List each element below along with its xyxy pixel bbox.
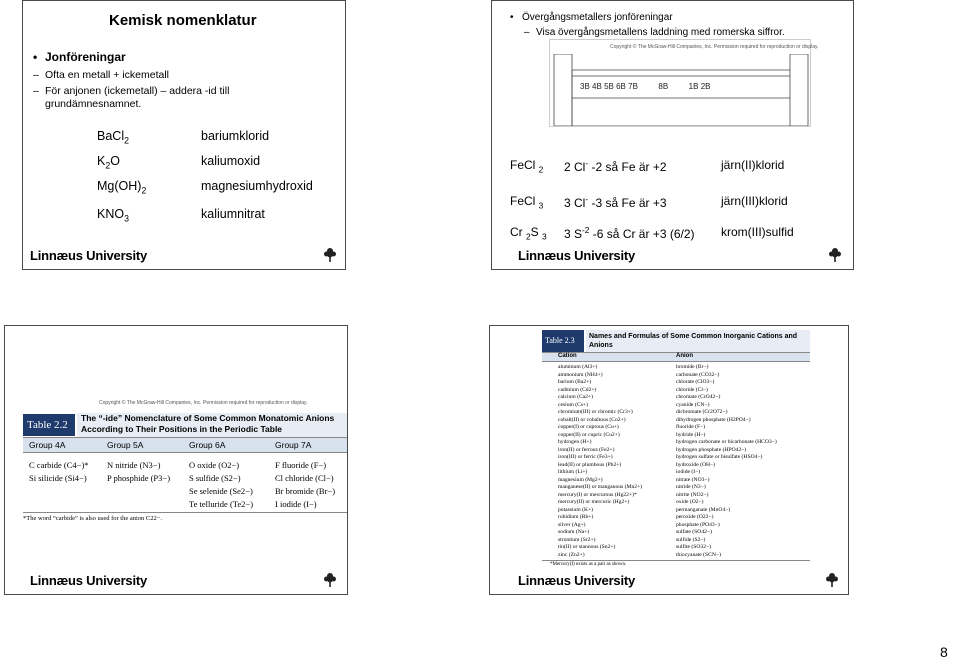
group-8b: 8B bbox=[658, 82, 669, 91]
table-bottom-rule bbox=[23, 512, 347, 513]
anion-item: oxide (O2−) bbox=[676, 499, 704, 505]
anion-item: chloride (Cl−) bbox=[676, 386, 708, 393]
header-group-6a: Group 6A bbox=[189, 440, 226, 450]
header-group-7a: Group 7A bbox=[275, 440, 312, 450]
slide-1 bbox=[22, 0, 346, 270]
tree-logo-icon bbox=[825, 572, 839, 588]
cation-item: aluminum (Al3+) bbox=[558, 364, 598, 370]
formula-fecl2: FeCl $_2$ bbox=[510, 158, 544, 175]
cation-column bbox=[558, 364, 642, 559]
col-7a-2: Br bromide (Br−) bbox=[275, 486, 336, 496]
cation-item: calcium (Ca2+) bbox=[558, 394, 593, 400]
anion-item: carbonate (CO32−) bbox=[676, 371, 720, 378]
cation-item: iron(III) or ferric (Fe3+) bbox=[558, 454, 613, 460]
table-2-3-label: Table 2.3 bbox=[542, 330, 584, 352]
anion-item: sulfide (S2−) bbox=[676, 536, 706, 543]
cation-item: cobalt(II) or cobaltous (Co2+) bbox=[558, 416, 626, 423]
cation-item: sodium (Na+) bbox=[558, 529, 590, 535]
slide-1-title: Kemisk nomenklatur bbox=[109, 12, 257, 29]
anion-item: dichromate (Cr2O72−) bbox=[676, 409, 728, 415]
anion-item: hydrogen carbonate or bicarbonate (HCO3−) bbox=[676, 439, 777, 445]
anion-item: nitrate (NO3−) bbox=[676, 476, 710, 483]
slide-4 bbox=[489, 325, 849, 595]
cation-item: rubidium (Rb+) bbox=[558, 514, 594, 520]
group-7b: 7B bbox=[628, 82, 638, 91]
col-6a-0: O oxide (O2−) bbox=[189, 460, 240, 470]
col-5a-1: P phosphide (P3−) bbox=[107, 473, 171, 483]
col-7a-1: Cl chloride (Cl−) bbox=[275, 473, 334, 483]
slide-1-bullet: • Jonföreningar bbox=[45, 50, 126, 64]
slide-2-bullet: • Övergångsmetallers jonföreningar bbox=[522, 12, 673, 23]
header-anion: Anion bbox=[676, 353, 693, 359]
group-3b: 3B bbox=[580, 82, 590, 91]
group-6b: 6B bbox=[616, 82, 626, 91]
table-2-3-footnote: *Mercury(I) exists as a pair as shown. bbox=[550, 562, 627, 567]
formula-cr2s3: Cr $_2$S $_3$ bbox=[510, 225, 547, 242]
col-6a-2: Se selenide (Se2−) bbox=[189, 486, 253, 496]
tree-logo-icon bbox=[828, 247, 842, 263]
anion-item: sulfate (SO42−) bbox=[676, 529, 712, 535]
cation-item: copper(I) or cuprous (Cu+) bbox=[558, 424, 619, 430]
slide-2 bbox=[491, 0, 854, 270]
cation-item: tin(II) or stannous (Sn2+) bbox=[558, 544, 616, 550]
anion-item: cyanide (CN−) bbox=[676, 401, 710, 408]
table-2-2-title: The “-ide” Nomenclature of Some Common Monatomic Anions According to Their Positions in the Periodic Table bbox=[77, 413, 347, 437]
anion-item: hydrogen phosphate (HPO42−) bbox=[676, 446, 747, 453]
slide-3 bbox=[4, 325, 348, 595]
col-6a-1: S sulfide (S2−) bbox=[189, 473, 241, 483]
slide-1-sub2: – För anjonen (ickemetall) – addera -id till grundämnesnamnet. bbox=[45, 85, 270, 111]
anion-item: hydrogen sulfate or bisulfate (HSO4−) bbox=[676, 454, 763, 460]
col-5a-0: N nitride (N3−) bbox=[107, 460, 161, 470]
formula-bacl2: BaCl$_2$ bbox=[97, 129, 129, 146]
header-group-5a: Group 5A bbox=[107, 440, 144, 450]
name-magnesiumhydroxid: magnesiumhydroxid bbox=[201, 179, 313, 193]
cation-item: chromium(III) or chromic (Cr3+) bbox=[558, 409, 633, 415]
cation-item: lithium (Li+) bbox=[558, 469, 588, 475]
anion-item: sulfite (SO32−) bbox=[676, 544, 712, 550]
calc-fecl3: 3 Cl- -3 så Fe är +3 bbox=[564, 194, 667, 210]
cation-item: cesium (Cs+) bbox=[558, 401, 589, 408]
brand-logo-text: Linnæus University bbox=[518, 573, 636, 588]
col-7a-3: I iodide (I−) bbox=[275, 499, 317, 509]
brand-logo-text: Linnæus University bbox=[30, 573, 148, 588]
copyright-text: Copyright © The McGraw-Hill Companies, Inc. Permission required for reproduction or display. bbox=[99, 400, 308, 406]
calc-fecl2: 2 Cl- -2 så Fe är +2 bbox=[564, 158, 667, 174]
cation-item: mercury(II) or mercuric (Hg2+) bbox=[558, 499, 630, 505]
table-2-2-label: Table 2.2 bbox=[23, 414, 75, 436]
slide-2-sub: – Visa övergångsmetallens laddning med romerska siffror. bbox=[536, 27, 785, 38]
formula-mgoh2: $Mg(OH)_2$ bbox=[97, 179, 147, 196]
calc-cr2s3: 3 $S^{-2}$ -6 så Cr är +3 (6/2) bbox=[564, 225, 695, 241]
name-bariumklorid: bariumklorid bbox=[201, 129, 270, 143]
group-5b: 5B bbox=[604, 82, 614, 91]
table-2-2-footnote: *The word “carbide” is also used for the anion C22−. bbox=[23, 515, 163, 522]
brand-logo-text: Linnæus University bbox=[30, 248, 148, 263]
formula-kno3: $KNO_3$ bbox=[97, 207, 129, 224]
group-1b: 1B bbox=[688, 82, 699, 91]
tree-logo-icon bbox=[323, 572, 337, 588]
copyright-text: Copyright © The McGraw-Hill Companies, Inc. Permission required for reproduction or display. bbox=[610, 44, 819, 50]
col-7a-0: F fluoride (F−) bbox=[275, 460, 327, 470]
table-2-3-title: Names and Formulas of Some Common Inorganic Cations and Anions bbox=[586, 330, 810, 352]
formula-fecl3: FeCl $_3$ bbox=[510, 194, 544, 211]
brand-logo-text: Linnæus University bbox=[518, 248, 636, 263]
cation-item: ammonium (NH4+) bbox=[558, 371, 603, 378]
anion-item: hydroxide (OH−) bbox=[676, 461, 716, 468]
cation-item: mercury(I) or mercurous (Hg22+)* bbox=[558, 491, 637, 498]
periodic-table-image bbox=[549, 39, 819, 127]
cation-item: barium (Ba2+) bbox=[558, 379, 592, 385]
group-2b: 2B bbox=[700, 82, 711, 91]
anion-column bbox=[676, 364, 777, 559]
table-2-3-bottom-rule bbox=[542, 560, 810, 561]
cation-item: hydrogen (H+) bbox=[558, 439, 592, 445]
anion-item: bromide (Br−) bbox=[676, 364, 709, 370]
slide-1-sub1: – Ofta en metall + ickemetall bbox=[45, 69, 169, 81]
cation-item: potassium (K+) bbox=[558, 506, 594, 513]
name-kaliumnitrat: kaliumnitrat bbox=[201, 207, 265, 221]
anion-item: thiocyanate (SCN−) bbox=[676, 551, 721, 558]
formula-k2o: $K_2O$ bbox=[97, 154, 120, 171]
anion-item: dihydrogen phosphate (H2PO4−) bbox=[676, 416, 751, 423]
tree-logo-icon bbox=[323, 247, 337, 263]
name-kaliumoxid: kaliumoxid bbox=[201, 154, 261, 168]
cation-item: cadmium (Cd2+) bbox=[558, 386, 597, 393]
col-4a-0: C carbide (C4−)* bbox=[29, 460, 89, 470]
cation-item: magnesium (Mg2+) bbox=[558, 476, 603, 483]
anion-item: nitrite (NO2−) bbox=[676, 491, 709, 498]
anion-item: chlorate (ClO3−) bbox=[676, 379, 715, 385]
col-6a-3: Te telluride (Te2−) bbox=[189, 499, 254, 509]
anion-item: hydride (H−) bbox=[676, 431, 706, 438]
anion-item: fluoride (F−) bbox=[676, 424, 706, 430]
page-number: 8 bbox=[940, 644, 948, 660]
anion-item: peroxide (O22−) bbox=[676, 514, 714, 520]
anion-item: permanganate (MnO4−) bbox=[676, 506, 731, 513]
cation-item: copper(II) or cupric (Cu2+) bbox=[558, 431, 620, 438]
cation-item: iron(II) or ferrous (Fe2+) bbox=[558, 446, 615, 453]
anion-item: phosphate (PO43−) bbox=[676, 521, 720, 528]
anion-item: chromate (CrO42−) bbox=[676, 394, 721, 400]
cation-item: manganese(II) or manganous (Mn2+) bbox=[558, 484, 643, 490]
header-cation: Cation bbox=[558, 353, 577, 359]
cation-item: silver (Ag+) bbox=[558, 521, 586, 528]
cation-item: zinc (Zn2+) bbox=[558, 551, 585, 558]
anion-item: iodide (I−) bbox=[676, 469, 701, 475]
periodic-groups-label bbox=[580, 82, 710, 91]
header-group-4a: Group 4A bbox=[29, 440, 66, 450]
name-fecl2: järn(II)klorid bbox=[721, 158, 785, 172]
col-4a-1: Si silicide (Si4−) bbox=[29, 473, 87, 483]
cation-item: lead(II) or plumbous (Pb2+) bbox=[558, 461, 622, 468]
name-fecl3: järn(III)klorid bbox=[721, 194, 788, 208]
anion-item: nitride (N3−) bbox=[676, 484, 706, 490]
name-cr2s3: krom(III)sulfid bbox=[721, 225, 794, 239]
group-4b: 4B bbox=[592, 82, 602, 91]
cation-item: strontium (Sr2+) bbox=[558, 536, 596, 543]
